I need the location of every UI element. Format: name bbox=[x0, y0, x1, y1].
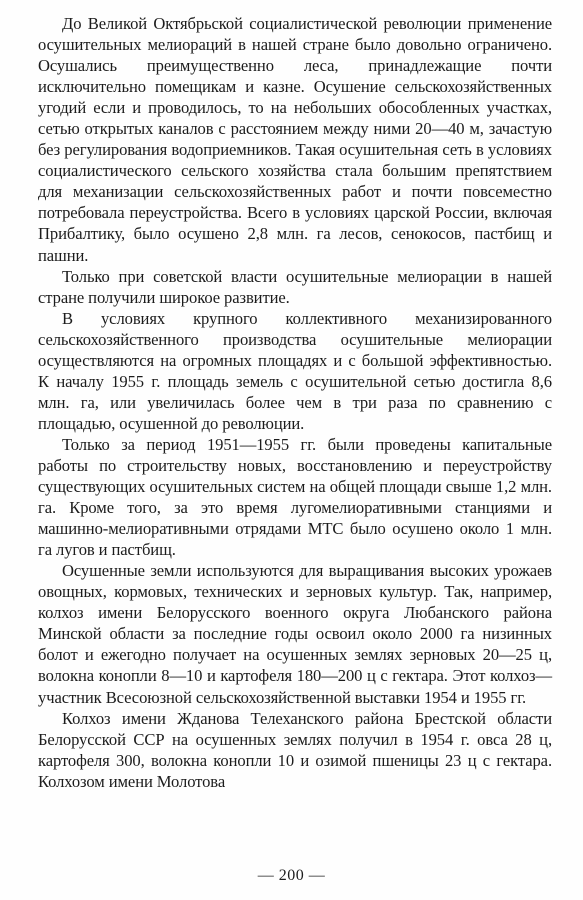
paragraph-1951-1955-works: Только за период 1951—1955 гг. были проведены капитальные работы по строительству новых, восстановлению и переустройству существующих осушительных систем на общей площади свыше 1,2 млн. га. Кроме того, за это время лугомелиоративными станциями и машинно-мелиоративными отрядами МТС было осушено около 1 млн. га лугов и пастбищ. bbox=[38, 434, 552, 560]
paragraph-drained-land-yields: Осушенные земли используются для выращивания высоких урожаев овощных, кормовых, технических и зерновых культур. Так, например, колхоз имени Белорусского военного округа Любанского района Минской области за последние годы освоил около 2000 га низинных болот и ежегодно получает на осушенных землях зерновых 20—25 ц, волокна конопли 8—10 и картофеля 180—200 ц с гектара. Этот колхоз—участник Всесоюзной сельскохозяйственной выставки 1954 и 1955 гг. bbox=[38, 561, 552, 707]
body-text bbox=[38, 13, 552, 792]
paragraph-soviet-development: Только при советской власти осушительные мелиорации в нашей стране получили широкое развитие. bbox=[38, 266, 552, 307]
page-number: — 200 — bbox=[257, 867, 326, 884]
paragraph-zhdanov-kolkhoz: Колхоз имени Жданова Телеханского района Брестской области Белорусской ССР на осушенных землях получил в 1954 г. овса 28 ц, картофеля 300, волокна конопли 10 и озимой пшеницы 23 ц с гектара. Колхозом имени Молотова bbox=[38, 708, 552, 791]
paragraph-collective-production: В условиях крупного коллективного механизированного сельскохозяйственного производства осушительные мелиорации осуществляются на огромных площадях и с большой эффективностью. К началу 1955 г. площадь земель с осушительной сетью достигла 8,6 млн. га, или увеличилась более чем в три раза по сравнению с площадью, осушенной до революции. bbox=[38, 308, 552, 433]
paragraph-pre-revolution-drainage: До Великой Октябрьской социалистической революции применение осушительных мелиораций в нашей стране было довольно ограничено. Осушались преимущественно леса, принадлежащие почти исключительно помещикам и казне. Осушение сельскохозяйственных угодий если и проводилось, то на небольших обособленных участках, сетью открытых каналов с расстоянием между ними 20—40 м, зачастую без регулирования водоприемников. Такая осушительная сеть в условиях социалистического сельского хозяйства стала большим препятствием для механизации сельскохозяйственных работ и почти повсеместно потребовала переустройства. Всего в условиях царской России, включая Прибалтику, было осушено 2,8 млн. га лесов, сенокосов, пастбищ и пашни. bbox=[38, 14, 552, 265]
